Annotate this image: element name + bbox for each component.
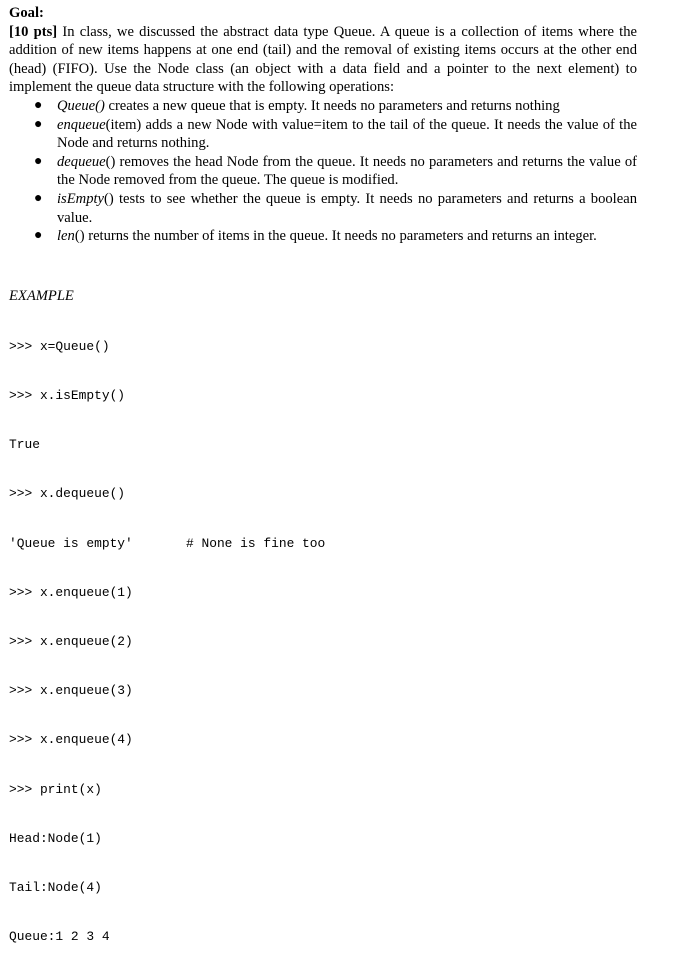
bullet-icon: ●: [34, 116, 43, 132]
code-line: Head:Node(1): [9, 830, 102, 846]
list-item: [34, 227, 637, 246]
code-line: >>> print(x): [9, 781, 102, 797]
goal-heading: Goal:: [9, 5, 44, 21]
list-item: [34, 190, 637, 227]
example-heading: EXAMPLE: [9, 288, 74, 304]
code-line-with-comment: [9, 535, 326, 552]
bullet-icon: ●: [34, 153, 43, 169]
operation-description: () returns the number of items in the queue. It needs no parameters and returns an integer.: [74, 228, 597, 245]
code-line: Queue:1 2 3 4: [9, 929, 110, 945]
points-label: [10 pts]: [9, 23, 58, 40]
intro-text: In class, we discussed the abstract data type Queue. A queue is a collection of items where the addition of new items happens at one end (tail) and the removal of existing items occurs at the other end (head) (FIFO). Use the Node class (an object with a data field and a pointer to the next element) to implement the queue data structure with the following operations:: [9, 23, 637, 96]
code-text: 'Queue is empty': [9, 535, 133, 551]
code-line: True: [9, 437, 40, 453]
bullet-icon: ●: [34, 97, 43, 113]
example-code-block: [9, 306, 326, 978]
operation-name: enqueue: [57, 116, 106, 133]
operation-description: () removes the head Node from the queue. It needs no parameters and returns the value of the Node removed from the queue. The queue is modified.: [57, 153, 637, 189]
operation-description: () tests to see whether the queue is empty. It needs no parameters and returns a boolean value.: [57, 190, 637, 226]
operation-description: (item) adds a new Node with value=item to the tail of the queue. It needs the value of the Node and returns nothing.: [57, 116, 637, 152]
example-section: [9, 287, 326, 978]
code-line: >>> x.enqueue(4): [9, 732, 133, 748]
code-line: >>> x.enqueue(2): [9, 634, 133, 650]
goal-intro: [9, 23, 637, 97]
assignment-document: [9, 4, 637, 246]
list-item: [34, 116, 637, 153]
operation-name: len: [57, 228, 75, 245]
operation-name: dequeue: [57, 153, 106, 170]
operation-name: isEmpty: [57, 190, 105, 207]
code-line: >>> x.enqueue(3): [9, 683, 133, 699]
code-line: >>> x.dequeue(): [9, 486, 126, 502]
code-line: Tail:Node(4): [9, 880, 102, 896]
list-item: [34, 153, 637, 190]
operations-list: [9, 97, 637, 246]
code-comment: # None is fine too: [186, 535, 326, 551]
code-line: >>> x.isEmpty(): [9, 388, 126, 404]
code-line: >>> x=Queue(): [9, 338, 110, 354]
bullet-icon: ●: [34, 228, 43, 244]
code-line: >>> x.enqueue(1): [9, 584, 133, 600]
list-item: [34, 97, 637, 116]
operation-description: creates a new queue that is empty. It needs no parameters and returns nothing: [104, 97, 560, 114]
bullet-icon: ●: [34, 190, 43, 206]
operation-name: Queue(): [57, 97, 105, 114]
